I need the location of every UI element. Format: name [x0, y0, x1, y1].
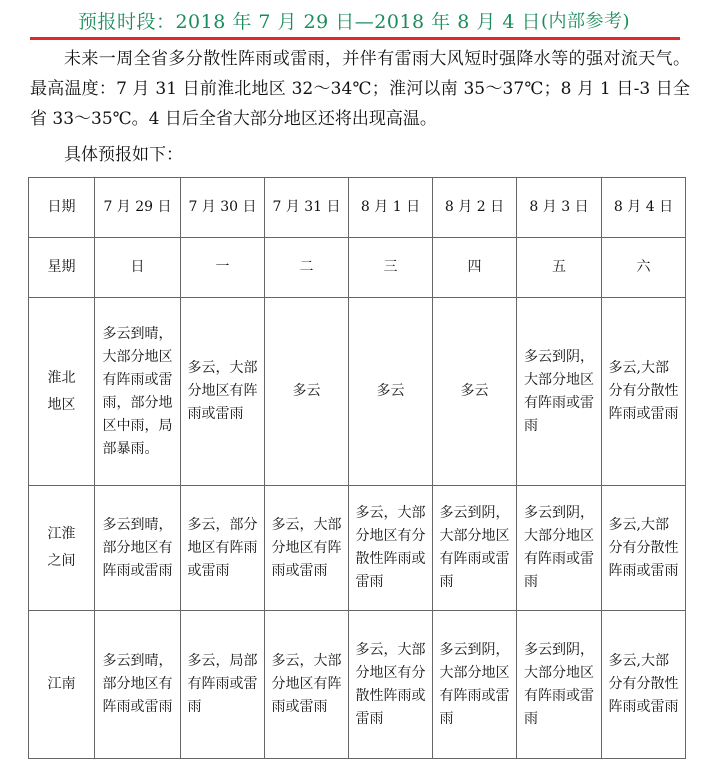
forecast-period-title: 预报时段：2018 年 7 月 29 日—2018 年 8 月 4 日 [77, 10, 541, 33]
weekday-cell: 三 [349, 238, 433, 298]
header-divider [30, 37, 680, 40]
weekday-cell: 二 [265, 238, 349, 298]
forecast-cell: 多云 [265, 298, 349, 486]
date-cell: 7 月 29 日 [95, 178, 181, 238]
forecast-cell: 多云，大部分地区有分散性阵雨或雷雨 [349, 611, 433, 759]
intro-paragraph: 未来一周全省多分散性阵雨或雷雨，并伴有雷雨大风短时强降水等的强对流天气。最高温度：7 月 31 日前淮北地区 32～34℃；淮河以南 35～37℃；8 月 1 日-3 日全省 33～35℃。4 日后全省大部分地区还将出现高温。 [30, 49, 690, 129]
forecast-cell: 多云到阴，大部分地区有阵雨或雷雨 [517, 486, 602, 611]
region-row-huaibei [29, 298, 686, 486]
date-cell: 8 月 3 日 [517, 178, 602, 238]
forecast-cell: 多云，大部分地区有分散性阵雨或雷雨 [349, 486, 433, 611]
forecast-cell: 多云，局部有阵雨或雷雨 [181, 611, 265, 759]
weekday-cell: 一 [181, 238, 265, 298]
forecast-cell: 多云 [349, 298, 433, 486]
internal-reference-note: (内部参考) [541, 11, 631, 32]
region-name: 江南 [29, 611, 95, 759]
date-cell: 7 月 30 日 [181, 178, 265, 238]
forecast-cell: 多云到晴，大部分地区有阵雨或雷雨，部分地区中雨，局部暴雨。 [95, 298, 181, 486]
forecast-subtitle: 具体预报如下： [64, 145, 183, 165]
forecast-cell: 多云到晴，部分地区有阵雨或雷雨 [95, 486, 181, 611]
date-cell: 7 月 31 日 [265, 178, 349, 238]
forecast-cell: 多云，部分地区有阵雨或雷雨 [181, 486, 265, 611]
forecast-cell: 多云，大部分地区有阵雨或雷雨 [181, 298, 265, 486]
date-row [29, 178, 686, 238]
forecast-cell: 多云,大部分有分散性阵雨或雷雨 [602, 486, 686, 611]
weekday-cell: 五 [517, 238, 602, 298]
date-cell: 8 月 2 日 [433, 178, 517, 238]
forecast-cell: 多云到阴，大部分地区有阵雨或雷雨 [433, 611, 517, 759]
date-row-label: 日期 [29, 178, 95, 238]
forecast-cell: 多云到阴，大部分地区有阵雨或雷雨 [517, 611, 602, 759]
weekday-cell: 六 [602, 238, 686, 298]
forecast-cell: 多云，大部分地区有阵雨或雷雨 [265, 486, 349, 611]
date-cell: 8 月 4 日 [602, 178, 686, 238]
region-row-jianghuai [29, 486, 686, 611]
region-name: 江淮之间 [29, 486, 95, 611]
forecast-cell: 多云到阴，大部分地区有阵雨或雷雨 [517, 298, 602, 486]
forecast-cell: 多云，大部分地区有阵雨或雷雨 [265, 611, 349, 759]
weekday-cell: 四 [433, 238, 517, 298]
date-cell: 8 月 1 日 [349, 178, 433, 238]
forecast-cell: 多云到晴，部分地区有阵雨或雷雨 [95, 611, 181, 759]
region-row-jiangnan [29, 611, 686, 759]
weekday-row-label: 星期 [29, 238, 95, 298]
forecast-cell: 多云,大部分有分散性阵雨或雷雨 [602, 298, 686, 486]
forecast-table [28, 177, 686, 759]
forecast-period-header [0, 4, 708, 36]
forecast-cell: 多云,大部分有分散性阵雨或雷雨 [602, 611, 686, 759]
weekday-cell: 日 [95, 238, 181, 298]
forecast-cell: 多云 [433, 298, 517, 486]
forecast-cell: 多云到阴，大部分地区有阵雨或雷雨 [433, 486, 517, 611]
region-name: 淮北地区 [29, 298, 95, 486]
weekday-row [29, 238, 686, 298]
